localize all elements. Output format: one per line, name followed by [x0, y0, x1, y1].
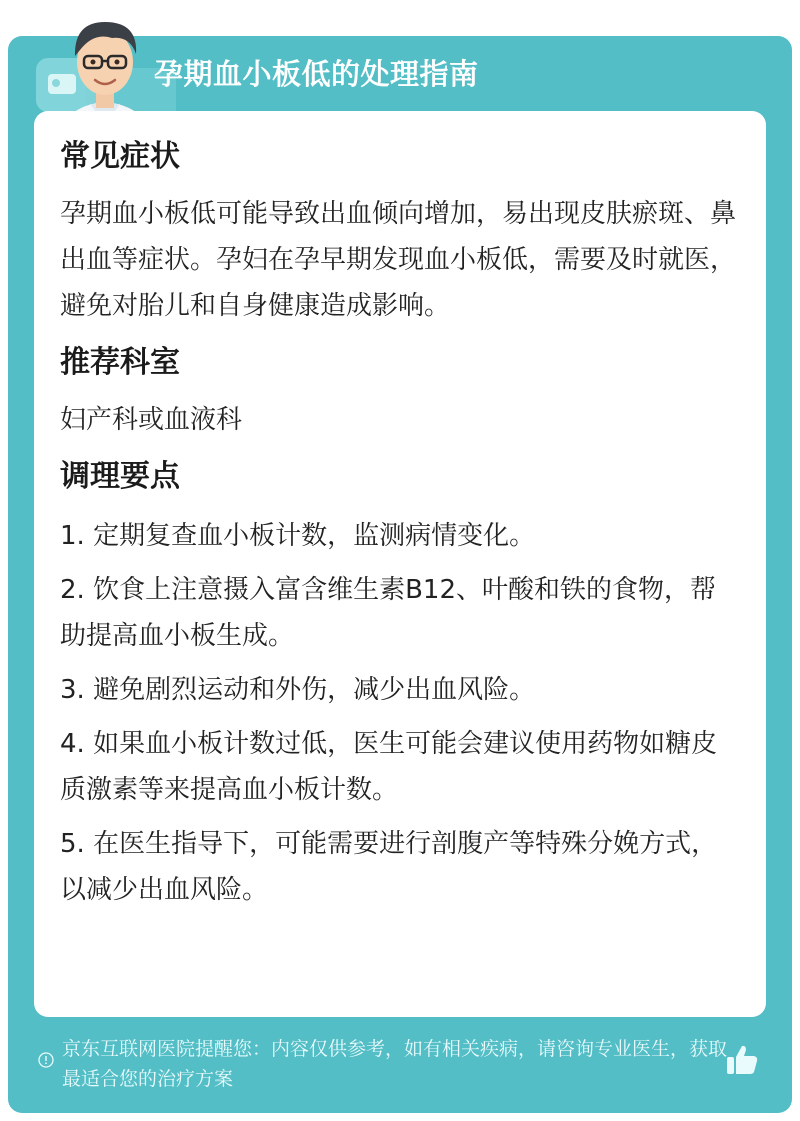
section-care-points	[60, 451, 740, 913]
footer	[8, 1030, 792, 1110]
card-content	[60, 131, 740, 921]
section-symptoms	[60, 131, 740, 329]
section-department	[60, 337, 740, 443]
section-heading-department: 推荐科室	[60, 345, 180, 380]
care-points-list	[60, 513, 740, 913]
section-text-department: 妇产科或血液科	[60, 405, 243, 435]
list-item: 5. 在医生指导下，可能需要进行剖腹产等特殊分娩方式，以减少出血风险。	[60, 829, 718, 905]
section-heading-care-points: 调理要点	[60, 459, 180, 494]
content-card	[34, 111, 766, 1017]
page-title: 孕期血小板低的处理指南	[154, 57, 479, 91]
guide-panel	[8, 36, 792, 1113]
disclaimer-text: 京东互联网医院提醒您：内容仅供参考，如有相关疾病，请咨询专业医生，获取最适合您的治疗方案	[62, 1038, 728, 1090]
list-item: 2. 饮食上注意摄入富含维生素B12、叶酸和铁的食物，帮助提高血小板生成。	[60, 575, 716, 651]
thumbs-up-icon[interactable]	[724, 1042, 760, 1078]
list-item: 4. 如果血小板计数过低，医生可能会建议使用药物如糖皮质激素等来提高血小板计数。	[60, 729, 718, 805]
section-heading-symptoms: 常见症状	[60, 139, 180, 174]
section-text-symptoms: 孕期血小板低可能导致出血倾向增加，易出现皮肤瘀斑、鼻出血等症状。孕妇在孕早期发现血小板低，需要及时就医，避免对胎儿和自身健康造成影响。	[60, 199, 737, 321]
list-item: 1. 定期复查血小板计数，监测病情变化。	[60, 521, 536, 551]
info-icon	[38, 1052, 54, 1068]
list-item: 3. 避免剧烈运动和外伤，减少出血风险。	[60, 675, 536, 705]
